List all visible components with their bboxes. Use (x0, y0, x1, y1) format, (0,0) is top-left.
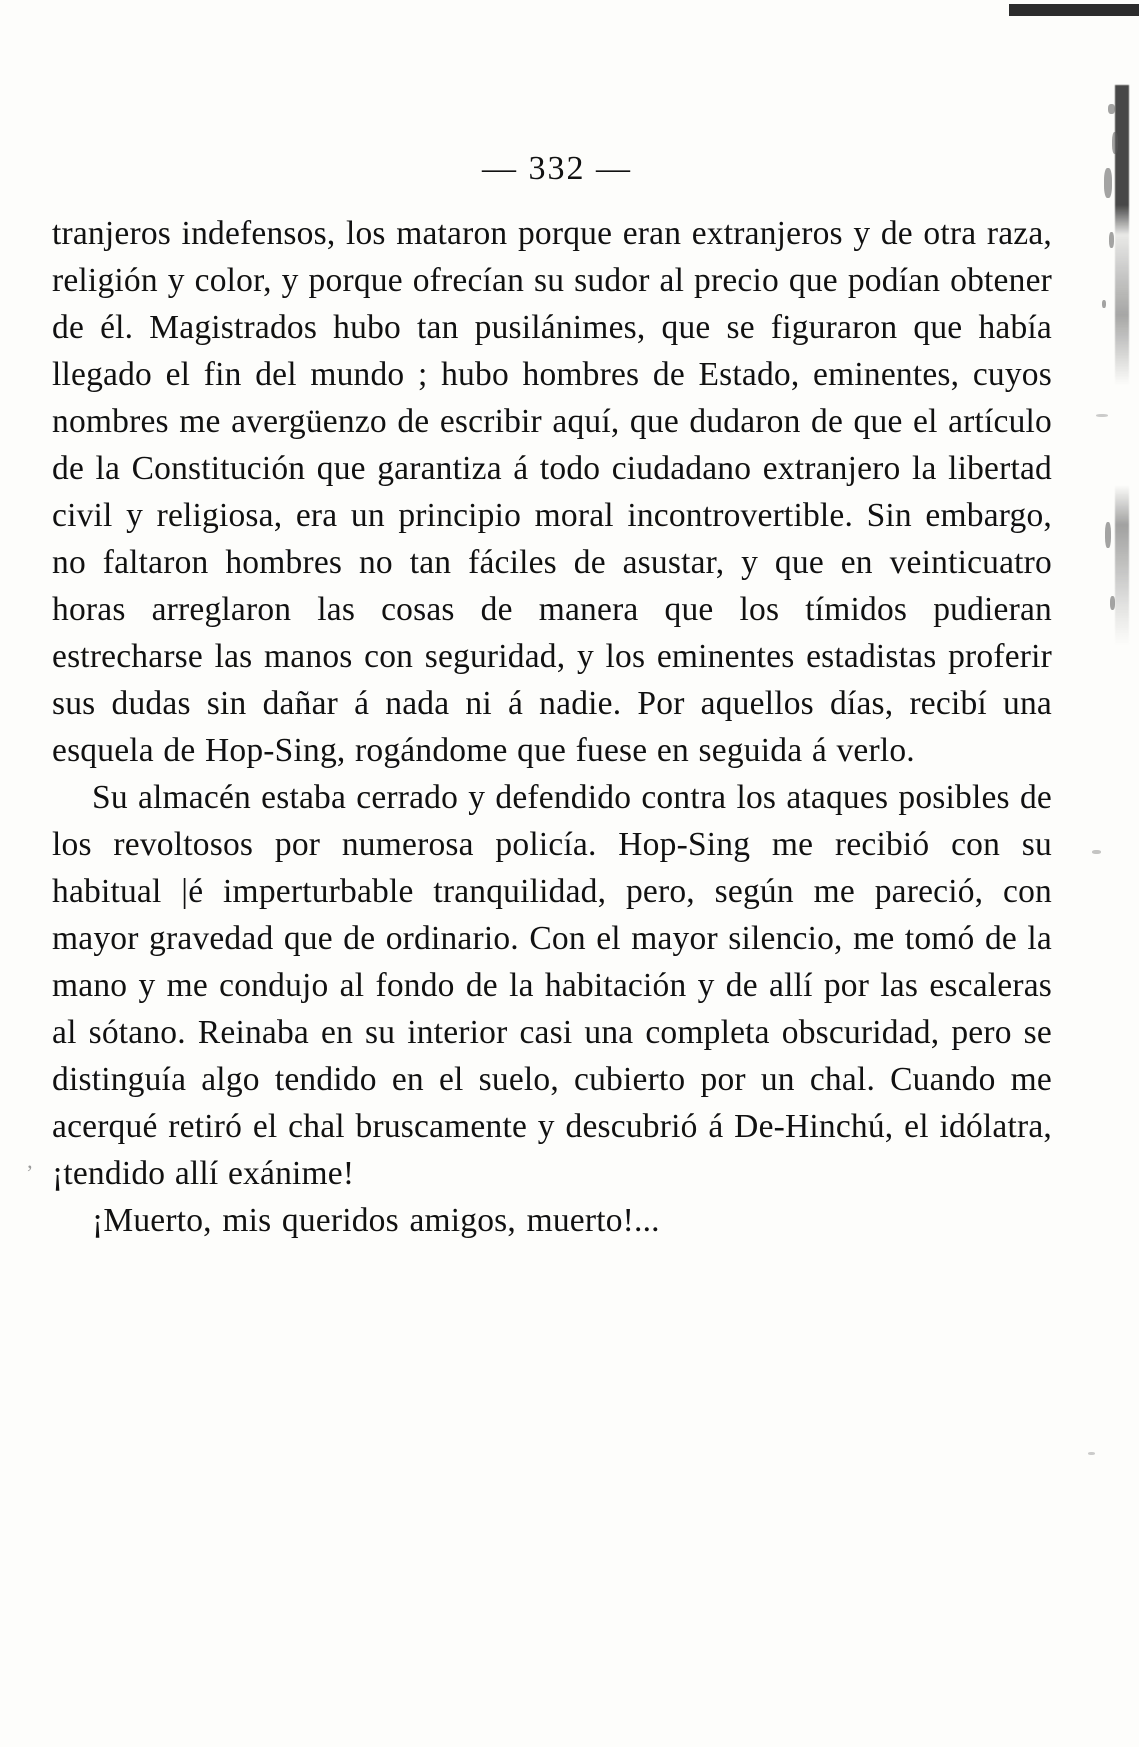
scan-speck (1108, 104, 1115, 114)
scan-edge-top-artifact (1009, 4, 1139, 16)
scan-speck (1102, 300, 1106, 308)
scan-speck (1096, 414, 1108, 417)
paragraph: Su almacén estaba cerrado y defendido contra los ataques posibles de los revoltosos por numerosa policía. Hop-Sing me recibió con su habitual |é imperturbable tranquilidad, pero, según me pareció, con mayor gravedad que de ordinario. Con el mayor silencio, me tomó de la mano y me condujo al fondo de la habitación y de allí por las escaleras al sótano. Reinaba en su interior casi una completa obscuridad, pero se distinguía algo tendido en el suelo, cubierto por un chal. Cuando me acerqué retiró el chal bruscamente y descubrió á De-Hinchú, el idólatra, ¡tendido allí exánime! (52, 779, 1052, 1192)
paragraph: tranjeros indefensos, los mataron porque eran extranjeros y de otra raza, religión y color, y porque ofrecían su sudor al precio que podían obtener de él. Magistrados hubo tan pusilánimes, que se figuraron que había llegado el fin del mundo ; hubo hombres de Estado, eminentes, cuyos nombres me avergüenzo de escribir aquí, que dudaron de que el artículo de la Constitución que garantiza á todo ciudadano extranjero la libertad civil y religiosa, era un principio moral incontrovertible. Sin embargo, no faltaron hombres no tan fáciles de asustar, y que en veinticuatro horas arreglaron las cosas de manera que los tímidos pudieran estrecharse las manos con seguridad, y los eminentes estadistas proferir sus dudas sin dañar á nada ni á nadie. Por aquellos días, recibí una esquela de Hop-Sing, rogándome que fuese en seguida á verlo. (52, 215, 1052, 769)
scan-speck (1088, 1452, 1095, 1455)
margin-mark: ’ (26, 1160, 34, 1185)
scan-speck (1110, 596, 1115, 610)
page-folio: — 332 — (482, 150, 632, 187)
scan-speck (1104, 168, 1112, 198)
scan-speck (1105, 522, 1111, 548)
scan-edge-right-artifact (1115, 85, 1129, 645)
paragraph: ¡Muerto, mis queridos amigos, muerto!... (92, 1202, 660, 1239)
scan-speck (1112, 132, 1118, 154)
scan-speck (1092, 850, 1101, 854)
scan-speck (1109, 232, 1114, 248)
page-content (52, 150, 1052, 1244)
